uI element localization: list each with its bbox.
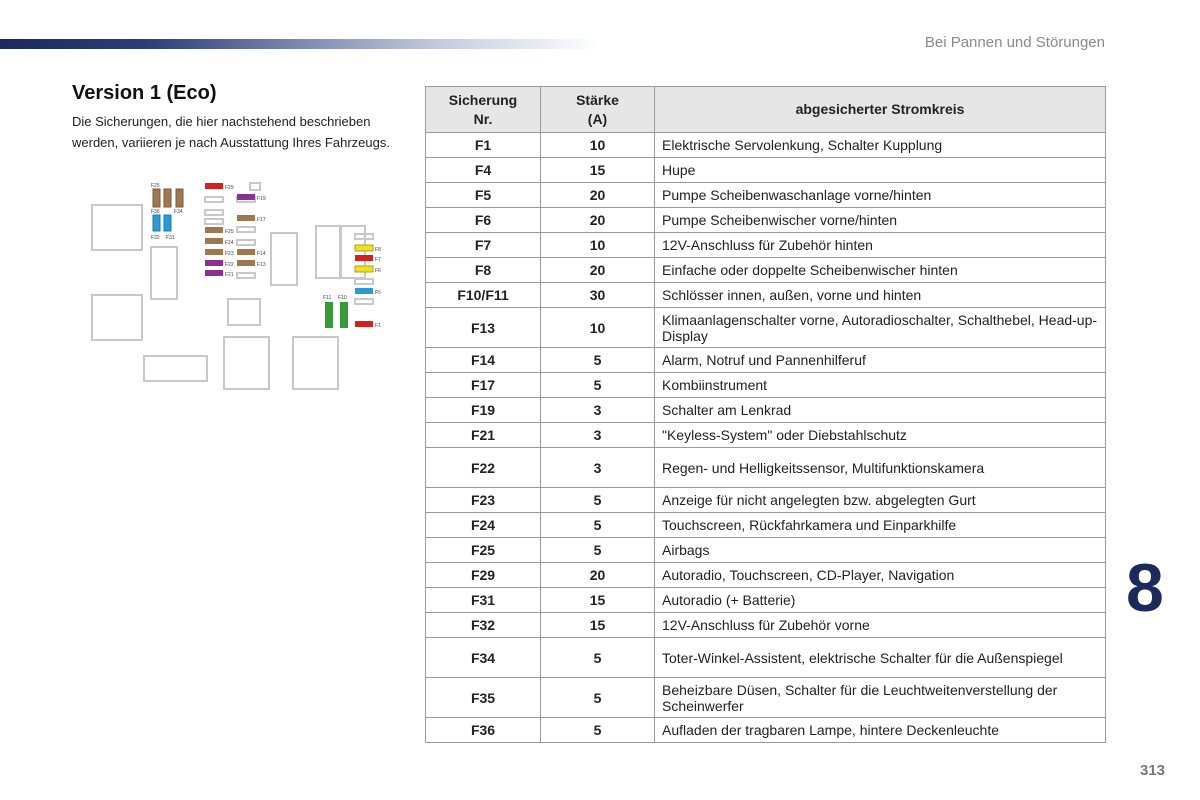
label-f31: F31 [166,235,175,241]
table-row [426,258,1106,283]
circuit-cell: Touchscreen, Rückfahrkamera und Einparkhilfe [655,513,1106,538]
header-stromkreis: abgesicherter Stromkreis [655,87,1106,133]
circuit-cell: Aufladen der tragbaren Lampe, hintere Deckenleuchte [655,718,1106,743]
table-row [426,158,1106,183]
fuse-number-cell: F29 [426,563,541,588]
circuit-cell: Kombiinstrument [655,373,1106,398]
amperage-cell: 30 [541,283,655,308]
amperage-cell: 5 [541,678,655,718]
fuse-number-cell: F32 [426,613,541,638]
circuit-cell: Toter-Winkel-Assistent, elektrische Schalter für die Außenspiegel [655,638,1106,678]
table-row [426,423,1106,448]
amperage-cell: 3 [541,448,655,488]
table-row [426,718,1106,743]
fuse-f21 [205,270,223,276]
page-number: 313 [1140,762,1166,779]
fuse-f19 [237,194,255,200]
table-row [426,538,1106,563]
table-row [426,613,1106,638]
amperage-cell: 5 [541,718,655,743]
fuse-f5 [355,288,373,294]
fuse-f8 [355,245,373,251]
circuit-cell: Elektrische Servolenkung, Schalter Kupplung [655,133,1106,158]
label-f22: F22 [225,262,234,268]
fuse-f32 [153,215,160,231]
amperage-cell: 5 [541,348,655,373]
table-row [426,448,1106,488]
label-f19: F19 [257,196,266,202]
amperage-cell: 5 [541,373,655,398]
label-f13: F13 [257,262,266,268]
label-f8: F8 [375,247,381,253]
fuse-number-cell: F25 [426,538,541,563]
label-f1: F1 [375,323,381,329]
label-f21: F21 [225,272,234,278]
label-f11: F11 [323,295,332,301]
label-f14: F14 [257,251,266,257]
fuse-number-cell: F5 [426,183,541,208]
fuse-table [425,86,1106,743]
fuse-number-cell: F34 [426,638,541,678]
fuse-f6 [355,266,373,272]
amperage-cell: 10 [541,133,655,158]
fuse-f14 [237,249,255,255]
circuit-cell: Pumpe Scheibenwischer vorne/hinten [655,208,1106,233]
circuit-cell: 12V-Anschluss für Zubehör hinten [655,233,1106,258]
circuit-cell: Autoradio, Touchscreen, CD-Player, Navigation [655,563,1106,588]
amperage-cell: 3 [541,398,655,423]
fuse-number-cell: F19 [426,398,541,423]
fuse-number-cell: F10/F11 [426,283,541,308]
intro-text: Die Sicherungen, die hier nachstehend beschrieben werden, variieren je nach Ausstattung Ihres Fahrzeugs. [72,114,390,150]
fuse-f34-vertical [164,189,171,207]
fuse-number-cell: F36 [426,718,541,743]
circuit-cell: Schlösser innen, außen, vorne und hinten [655,283,1106,308]
circuit-cell: Beheizbare Düsen, Schalter für die Leuchtweitenverstellung der Scheinwerfer [655,678,1106,718]
circuit-cell: Einfache oder doppelte Scheibenwischer hinten [655,258,1106,283]
table-row [426,563,1106,588]
header-col2-line2: (A) [587,110,608,127]
amperage-cell: 20 [541,208,655,233]
table-row [426,513,1106,538]
table-row [426,678,1106,718]
table-row [426,348,1106,373]
fuse-f29 [205,183,223,189]
fuse-f25 [205,227,223,233]
fuse-f31 [164,215,171,231]
circuit-cell: Alarm, Notruf und Pannenhilferuf [655,348,1106,373]
label-f10: F10 [338,295,347,301]
label-f29: F29 [225,185,234,191]
header-col2-line1: Stärke [576,91,619,108]
table-row [426,488,1106,513]
fuse-number-cell: F13 [426,308,541,348]
fuse-number-cell: F22 [426,448,541,488]
label-f34: F34 [174,209,183,215]
amperage-cell: 15 [541,158,655,183]
table-row [426,398,1106,423]
label-f32: F32 [151,235,160,241]
circuit-cell: "Keyless-System" oder Diebstahlschutz [655,423,1106,448]
label-f24: F24 [225,240,234,246]
fuse-number-cell: F24 [426,513,541,538]
amperage-cell: 3 [541,423,655,448]
fuse-number-cell: F1 [426,133,541,158]
header-gradient-bar [0,39,600,49]
label-f6: F6 [375,268,381,274]
table-row [426,638,1106,678]
chapter-title: Bei Pannen und Störungen [924,34,1105,51]
fuse-f11 [325,302,333,328]
amperage-cell: 20 [541,563,655,588]
table-header-row [426,87,1106,133]
label-f25b: F25 [225,229,234,235]
circuit-cell: Pumpe Scheibenwaschanlage vorne/hinten [655,183,1106,208]
header-sicherung-nr [426,87,541,133]
circuit-cell: Regen- und Helligkeitssensor, Multifunktionskamera [655,448,1106,488]
fuse-number-cell: F8 [426,258,541,283]
fuse-f1 [355,321,373,327]
fuse-number-cell: F31 [426,588,541,613]
fuse-box-diagram [85,175,395,395]
amperage-cell: 5 [541,538,655,563]
table-row [426,283,1106,308]
circuit-cell: Schalter am Lenkrad [655,398,1106,423]
amperage-cell: 5 [541,513,655,538]
fuse-number-cell: F4 [426,158,541,183]
label-f5: F5 [375,290,381,296]
fuse-f36-vertical [176,189,183,207]
fuse-f7 [355,255,373,261]
fuse-f10 [340,302,348,328]
table-row [426,208,1106,233]
amperage-cell: 20 [541,258,655,283]
fuse-f22 [205,260,223,266]
table-row [426,308,1106,348]
header-col1-line2: Nr. [473,110,493,127]
amperage-cell: 15 [541,588,655,613]
label-f7: F7 [375,257,381,263]
amperage-cell: 10 [541,233,655,258]
amperage-cell: 5 [541,488,655,513]
fuse-box-outline [92,183,373,389]
fuse-f17 [237,215,255,221]
circuit-cell: Anzeige für nicht angelegten bzw. abgelegten Gurt [655,488,1106,513]
table-row [426,373,1106,398]
fuse-number-cell: F21 [426,423,541,448]
fuse-number-cell: F17 [426,373,541,398]
circuit-cell: Autoradio (+ Batterie) [655,588,1106,613]
fuse-f23 [205,249,223,255]
amperage-cell: 20 [541,183,655,208]
table-row [426,183,1106,208]
fuse-number-cell: F14 [426,348,541,373]
fuse-number-cell: F6 [426,208,541,233]
fuse-f24 [205,238,223,244]
section-title: Version 1 (Eco) [72,82,217,104]
label-f17: F17 [257,217,266,223]
circuit-cell: Airbags [655,538,1106,563]
label-f23: F23 [225,251,234,257]
amperage-cell: 10 [541,308,655,348]
header-staerke [541,87,655,133]
fuse-number-cell: F23 [426,488,541,513]
table-row [426,588,1106,613]
chapter-number: 8 [1126,550,1164,626]
fuse-number-cell: F35 [426,678,541,718]
amperage-cell: 5 [541,638,655,678]
fuse-f13 [237,260,255,266]
fuse-number-cell: F7 [426,233,541,258]
fuse-f25-vertical [153,189,160,207]
amperage-cell: 15 [541,613,655,638]
header-col1-line1: Sicherung [448,91,518,108]
circuit-cell: Hupe [655,158,1106,183]
table-row [426,133,1106,158]
circuit-cell: Klimaanlagenschalter vorne, Autoradioschalter, Schalthebel, Head-up-Display [655,308,1106,348]
label-f25: F25 [151,183,160,189]
circuit-cell: 12V-Anschluss für Zubehör vorne [655,613,1106,638]
table-row [426,233,1106,258]
label-f36: F36 [151,209,160,215]
